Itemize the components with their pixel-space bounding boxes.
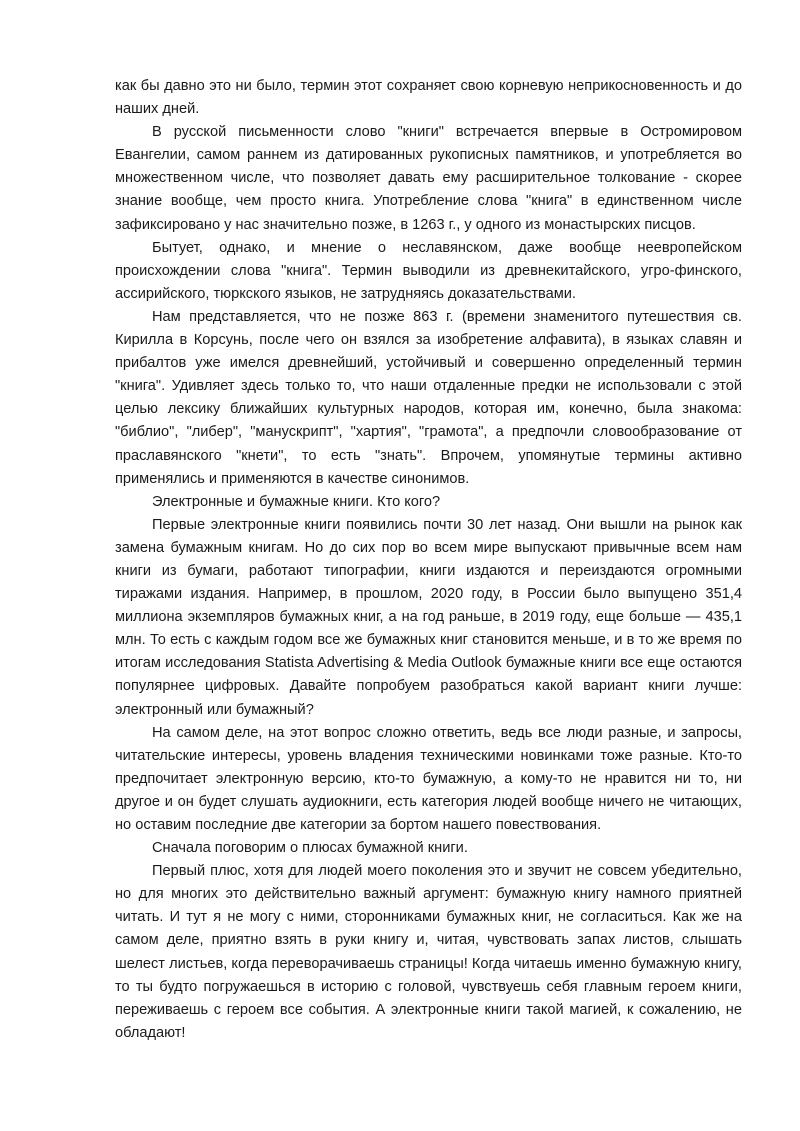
paragraph-ostromir-gospel: В русской письменности слово "книги" встречается впервые в Остромировом Евангелии, самом раннем из датированных рукописных памятников, и употребляется во множественном числе, что позволяет давать ему расширительное толкование - скорее знание вообще, чем просто книга. Употребление слова "книга" в единственном числе зафиксировано у нас значительно позже, в 1263 г., у одного из монастырских писцов.: [115, 124, 742, 233]
paragraph-continuation: как бы давно это ни было, термин этот сохраняет свою корневую неприкосновенность и до наших дней.: [115, 78, 742, 118]
paragraph-first-plus: Первый плюс, хотя для людей моего поколения это и звучит не совсем убедительно, но для многих это действительно важный аргумент: бумажную книгу намного приятней читать. И тут я не могу с ними, сторонниками бумажных книг, не согласиться. Как же на самом деле, приятно взять в руки книгу и, читая, чувствовать запах листов, слышать шелест листьев, когда переворачиваешь страницы! Когда читаешь именно бумажную книгу, то ты будто погружаешься в историю с головой, чувствуешь себя главным героем книги, переживаешь с героем все события. А электронные книги такой магией, к сожалению, не обладают!: [115, 863, 742, 1041]
document-body: [115, 75, 742, 1045]
section-heading-ebooks-vs-paper: Электронные и бумажные книги. Кто кого?: [152, 493, 441, 510]
paragraph-first-ebooks: Первые электронные книги появились почти 30 лет назад. Они вышли на рынок как замена бумажным книгам. Но до сих пор во всем мире выпускают привычные всем нам книги из бумаги, работают типографии, книги издаются и переиздаются огромными тиражами издания. Например, в прошлом, 2020 году, в России было выпущено 351,4 миллиона экземпляров бумажных книг, а на год раньше, в 2019 году, еще больше — 435,1 млн. То есть с каждым годом все же бумажных книг становится меньше, и в то же время по итогам исследования Statista Advertising & Media Outlook бумажные книги все еще остаются популярнее цифровых. Давайте попробуем разобраться какой вариант книги лучше: электронный или бумажный?: [115, 516, 742, 718]
paragraph-non-slavic-origin: Бытует, однако, и мнение о неславянском, даже вообще неевропейском происхождении слова "книга". Термин выводили из древнекитайского, угро-финского, ассирийского, тюркского языков, не затрудняясь доказательствами.: [115, 239, 742, 302]
paragraph-different-readers: На самом деле, на этот вопрос сложно ответить, ведь все люди разные, и запросы, читательские интересы, уровень владения техническими новинками тоже разные. Кто-то предпочитает электронную версию, кто-то бумажную, а кому-то не нравится ни то, ни другое и он будет слушать аудиокниги, есть категория людей вообще ничего не читающих, но оставим последние две категории за бортом нашего повествования.: [115, 724, 742, 833]
paragraph-863-term: Нам представляется, что не позже 863 г. (времени знаменитого путешествия св. Кирилла в Корсунь, после чего он взялся за изобретение алфавита), в языках славян и прибалтов уже имелся древнейший, устойчивый и совершенно определенный термин "книга". Удивляет здесь только то, что наши отдаленные предки не использовали с этой целью лексику ближайших культурных народов, которая им, конечно, была знакома: "библио", "либер", "манускрипт", "хартия", "грамота", а предпочли словообразование от праславянского "кнети", то есть "знать". Впрочем, упомянутые термины активно применялись и применяются в качестве синонимов.: [115, 308, 742, 487]
paragraph-paper-pluses-intro: Сначала поговорим о плюсах бумажной книги.: [152, 840, 468, 857]
